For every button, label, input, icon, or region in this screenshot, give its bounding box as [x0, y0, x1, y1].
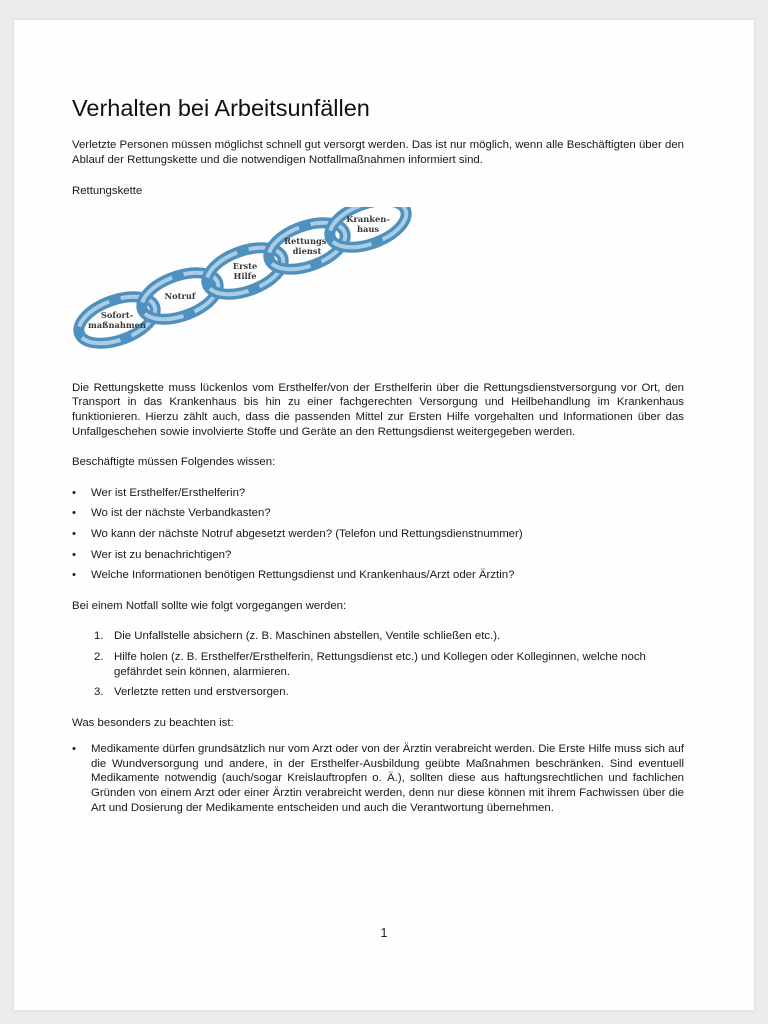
- chain-link-label: Sofort-maßnahmen: [88, 309, 146, 330]
- bullet-icon: •: [72, 548, 76, 561]
- list-item-text: Wo kann der nächste Notruf abgesetzt werden? (Telefon und Rettungsdienstnummer): [91, 527, 523, 540]
- page-number: 1: [380, 926, 388, 940]
- procedure-list: [72, 629, 684, 699]
- chain-paragraph: Die Rettungskette muss lückenlos vom Ersthelfer/von der Ersthelferin über die Rettungsdienstversorgung vor Ort, den Transport in das Krankenhaus bis hin zu einer fachgerechten Versorgung und Heilbehandlung im Krankenhaus funktionieren. Hierzu zählt auch, dass die passenden Mittel zur Ersten Hilfe vorgehalten und Informationen über das Unfallgeschehen sowie involvierte Stoffe und Geräte an den Rettungsdienst weitergegeben werden.: [72, 381, 684, 438]
- section-heading: Rettungskette: [72, 185, 143, 198]
- rescue-chain-illustration: [72, 207, 432, 357]
- bullet-icon: •: [72, 527, 76, 540]
- bullet-icon: •: [72, 507, 76, 520]
- step-text: Verletzte retten und erstversorgen.: [114, 686, 289, 699]
- list-item-text: Wer ist zu benachrichtigen?: [91, 548, 232, 561]
- notes-lead: Was besonders zu beachten ist:: [72, 716, 234, 729]
- list-item: [72, 506, 684, 521]
- list-item: [72, 486, 684, 501]
- bullet-icon: •: [72, 486, 76, 499]
- list-item-text: Wer ist Ersthelfer/Ersthelferin?: [91, 486, 246, 499]
- step-number: 2.: [94, 650, 104, 663]
- step-number: 1.: [94, 630, 104, 643]
- step-text: Die Unfallstelle absichern (z. B. Maschinen abstellen, Ventile schließen etc.).: [114, 630, 501, 643]
- list-item: [72, 742, 684, 815]
- step-text: Hilfe holen (z. B. Ersthelfer/Ersthelferin, Rettungsdienst etc.) und Kollegen oder Kolleginnen, welche noch gefährdet sein können, alarmieren.: [114, 650, 646, 678]
- procedure-step: [72, 629, 684, 644]
- chain-link-label: Notruf: [164, 290, 196, 301]
- page-title: Verhalten bei Arbeitsunfällen: [72, 95, 370, 121]
- chain-link-label: Rettungs-dienst: [284, 235, 330, 256]
- list-item: [72, 548, 684, 563]
- chain-link-label: Erste Hilfe: [232, 260, 258, 281]
- list-item-text: Welche Informationen benötigen Rettungsdienst und Krankenhaus/Arzt oder Ärztin?: [91, 569, 515, 582]
- step-number: 3.: [94, 686, 104, 699]
- notes-list: [72, 742, 684, 815]
- bullet-icon: •: [72, 569, 76, 582]
- procedure-step: [72, 685, 684, 700]
- chain-link-label: Kranken-haus: [346, 213, 390, 234]
- knowledge-list: [72, 486, 684, 583]
- list-item: [72, 527, 684, 542]
- intro-paragraph: Verletzte Personen müssen möglichst schnell gut versorgt werden. Das ist nur möglich, wenn alle Beschäftigten über den Ablauf der Rettungskette und die notwendigen Notfallmaßnahmen informiert sind.: [72, 139, 684, 166]
- procedure-lead: Bei einem Notfall sollte wie folgt vorgegangen werden:: [72, 599, 347, 612]
- note-text: Medikamente dürfen grundsätzlich nur vom Arzt oder von der Ärztin verabreicht werden. Die Erste Hilfe muss sich auf die Wundversorgung und andere, in der Ersthelfer-Ausbildung geübte Maßnahmen beschränken. Sind eventuell Medikamente notwendig (auch/sogar Kreislauftropfen o. Ä.), sollten diese aus haftungsrechtlichen und fachlichen Gründen von einem Arzt oder einer Ärztin verabreicht werden, denn nur diese können mit ihrem Fachwissen über die Art und Dosierung der Medikamente entscheiden und auch die Verantwortung übernehmen.: [91, 743, 684, 814]
- bullet-icon: •: [72, 743, 76, 756]
- procedure-step: [72, 650, 684, 679]
- list-item-text: Wo ist der nächste Verbandkasten?: [91, 507, 271, 520]
- list-item: [72, 568, 684, 583]
- document-content: [72, 94, 684, 815]
- chain-links: [73, 207, 413, 352]
- knowledge-lead: Beschäftigte müssen Folgendes wissen:: [72, 456, 276, 469]
